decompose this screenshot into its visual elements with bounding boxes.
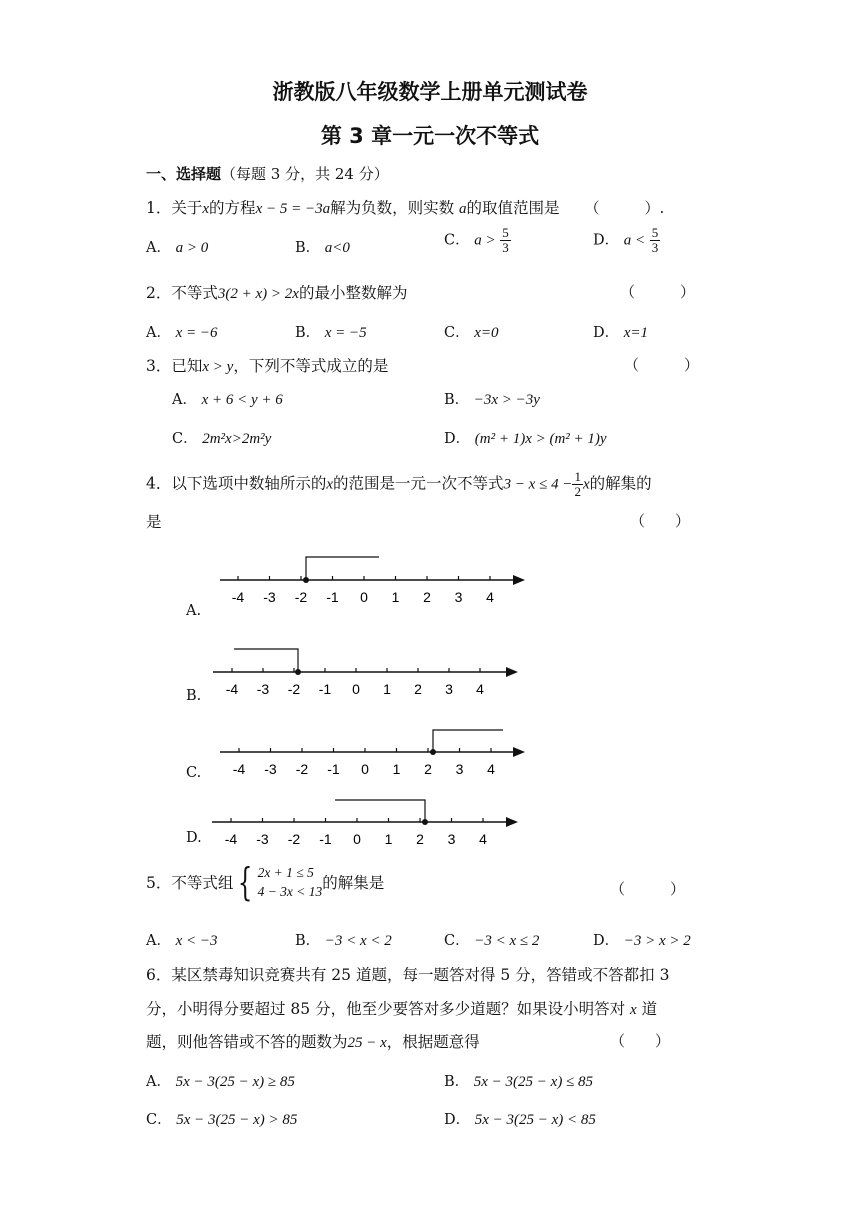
tick-label: -1: [327, 761, 340, 777]
tick-label: 1: [384, 831, 393, 847]
tick-label: -3: [263, 589, 276, 605]
tick-label: -2: [287, 681, 301, 697]
fraction: [650, 226, 661, 255]
option-math: x = −6: [175, 325, 218, 341]
tick-label: 0: [352, 681, 360, 697]
solution-bracket: [433, 730, 503, 752]
tick-label: -1: [318, 681, 332, 697]
tick-label: 3: [445, 681, 453, 697]
q2-answer-paren: （ ）: [620, 283, 696, 301]
tick-label: -3: [264, 761, 277, 777]
option-math: 5x − 3(25 − x) > 85: [176, 1112, 298, 1128]
option-math: a >: [474, 232, 496, 249]
q3-condition: x > y: [202, 359, 234, 375]
q5-option-d: [593, 929, 691, 950]
solution-bracket: [306, 557, 379, 580]
q3-option-d: [444, 427, 607, 448]
tick-label: 3: [447, 831, 456, 847]
option-math: −3 > x > 2: [623, 933, 691, 949]
tick-label: 0: [361, 761, 369, 777]
chapter-title: 第 3 章一元一次不等式: [320, 124, 540, 148]
solid-endpoint: [422, 819, 428, 825]
number-line-d: [175, 792, 535, 864]
q5-option-a: [146, 929, 218, 950]
system-row-2: 4 − 3x < 13: [257, 884, 323, 899]
tick-label: 4: [479, 831, 487, 847]
q3-option-c: [172, 427, 271, 448]
option-label: B．: [444, 392, 470, 408]
q4-label-d: D.: [186, 830, 202, 846]
section-note: （每题 3 分，共 24 分）: [221, 165, 389, 183]
tick-label: -3: [256, 831, 269, 847]
q1-text-d: 的取值范围是: [466, 199, 560, 217]
number-line-a: [175, 548, 535, 620]
tick-label: -4: [225, 681, 239, 697]
numerator: 5: [651, 225, 659, 240]
q1-text-c: 解为负数，则实数: [330, 199, 455, 217]
q5-option-c: [444, 929, 539, 950]
q6-var: x: [630, 1002, 637, 1018]
q4-text-c: 的解集的: [589, 474, 652, 493]
q4-line-2: 是: [146, 513, 162, 531]
option-math: a<0: [324, 240, 350, 256]
tick-label: 3: [454, 589, 463, 605]
option-math: x=0: [474, 325, 499, 341]
section-heading: [146, 163, 389, 184]
question-4: [146, 470, 652, 499]
tick-label: 0: [353, 831, 361, 847]
q6-expression: 25 − x: [347, 1035, 387, 1051]
option-label: C．: [146, 1112, 172, 1128]
denominator: 3: [651, 240, 659, 255]
option-label: A．: [146, 240, 171, 256]
q1-var-a: a: [459, 201, 467, 217]
q6-line-1: 6．某区禁毒知识竞赛共有 25 道题，每一题答对得 5 分，答错或不答都扣 3: [146, 966, 670, 984]
q4-text: 4．以下选项中数轴所示的: [146, 474, 327, 493]
number-line-b: [175, 640, 535, 712]
option-math: (m² + 1)x > (m² + 1)y: [474, 431, 607, 447]
q4-var: x: [326, 476, 334, 493]
q5-option-b: [295, 929, 392, 950]
tick-label: 2: [424, 761, 432, 777]
option-math: −3 < x < 2: [324, 933, 392, 949]
tick-label: -2: [287, 831, 301, 847]
option-label: B．: [295, 933, 321, 949]
q1-equation: x − 5 = −3a: [255, 201, 331, 217]
q6-answer-paren: （ ）: [610, 1032, 671, 1050]
q6-option-c: [146, 1108, 297, 1129]
tick-label: 1: [392, 761, 401, 777]
option-math: x + 6 < y + 6: [201, 392, 283, 408]
solution-bracket: [335, 800, 425, 822]
option-math: a <: [623, 232, 646, 249]
question-2: [146, 281, 407, 303]
q1-option-d: [593, 226, 660, 255]
option-math: −3x > −3y: [473, 392, 540, 408]
q4-label-b: B.: [186, 688, 202, 704]
tick-label: 4: [486, 589, 494, 605]
tick-label: -2: [295, 761, 309, 777]
option-math: 5x − 3(25 − x) < 85: [474, 1112, 596, 1128]
q6-option-b: [444, 1070, 593, 1091]
option-label: C．: [444, 232, 470, 249]
option-label: A．: [146, 1074, 171, 1090]
tick-label: -1: [319, 831, 332, 847]
tick-label: -3: [256, 681, 270, 697]
system-row-1: 2x + 1 ≤ 5: [257, 865, 314, 880]
option-label: D．: [593, 325, 620, 341]
q2-text: 2．不等式: [146, 284, 218, 302]
option-math: 2m²x>2m²y: [202, 431, 272, 447]
q6-line-3-text: 题，则他答错或不答的题数为: [146, 1033, 348, 1051]
option-label: A．: [146, 933, 171, 949]
inequality-system: [258, 863, 323, 901]
q5-text: 5．不等式组: [146, 874, 234, 892]
tick-label: -2: [294, 589, 308, 605]
numerator: 1: [574, 469, 581, 484]
question-1: [146, 196, 664, 218]
q6-line-2-text: 分，小明得分要超过 85 分，他至少要答对多少道题？如果设小明答对: [146, 1000, 626, 1018]
axis-arrow: [513, 575, 525, 585]
q3-answer-paren: （ ）: [624, 356, 700, 374]
tick-label: 2: [416, 831, 424, 847]
axis-arrow: [506, 817, 518, 827]
option-label: A．: [172, 392, 197, 408]
q3-text-b: ，下列不等式成立的是: [233, 357, 389, 375]
option-label: D．: [444, 431, 471, 447]
option-math: x = −5: [324, 325, 367, 341]
option-label: B．: [444, 1074, 470, 1090]
q5-answer-paren: （ ）: [610, 880, 686, 898]
q1-text-a: 1．关于: [146, 199, 203, 217]
denominator: 3: [502, 240, 509, 255]
q4-label-c: C.: [186, 765, 202, 781]
solid-endpoint: [303, 577, 309, 583]
option-math: −3 < x ≤ 2: [474, 933, 540, 949]
q6-line-3: [146, 1030, 480, 1052]
option-math: 5x − 3(25 − x) ≥ 85: [175, 1074, 295, 1090]
q2-inequality: 3(2 + x) > 2x: [217, 286, 299, 302]
tick-label: -4: [231, 589, 245, 605]
q3-option-b: [444, 388, 540, 409]
option-math: 5x − 3(25 − x) ≤ 85: [473, 1074, 594, 1090]
denominator: 2: [574, 484, 581, 499]
option-math: x=1: [623, 325, 649, 341]
page-title: 浙教版八年级数学上册单元测试卷: [272, 80, 588, 104]
option-math: a > 0: [175, 240, 209, 256]
q6-line-2-end: 道: [641, 1000, 658, 1018]
fraction: [572, 470, 583, 499]
axis-arrow: [506, 667, 518, 677]
q6-line-3-end: ，根据题意得: [386, 1033, 480, 1051]
q1-option-b: [295, 236, 350, 257]
numerator: 5: [502, 225, 509, 240]
tick-label: 4: [487, 761, 495, 777]
option-label: C．: [444, 325, 470, 341]
option-label: D．: [593, 933, 620, 949]
option-label: C．: [172, 431, 198, 447]
option-label: B．: [295, 325, 321, 341]
tick-label: 1: [383, 681, 391, 697]
q4-answer-paren: （ ）: [630, 512, 691, 530]
q1-option-a: [146, 236, 208, 257]
number-line-c: [175, 722, 535, 794]
tick-label: -1: [326, 589, 339, 605]
fraction: [500, 226, 511, 255]
q2-option-a: [146, 321, 218, 342]
question-5: [146, 860, 385, 904]
tick-label: 2: [414, 681, 422, 697]
q2-option-c: [444, 321, 499, 342]
axis-arrow: [513, 747, 525, 757]
q6-option-d: [444, 1108, 596, 1129]
q2-option-b: [295, 321, 367, 342]
q6-line-2: [146, 997, 657, 1019]
tick-label: 4: [476, 681, 484, 697]
q1-text-b: 的方程: [209, 199, 256, 217]
q2-text-b: 的最小整数解为: [298, 284, 408, 302]
q1-option-c: [444, 226, 511, 255]
option-label: A．: [146, 325, 171, 341]
option-math: x < −3: [175, 933, 218, 949]
q1-answer-paren: （ ）.: [584, 199, 665, 217]
tick-label: -4: [224, 831, 238, 847]
section-heading-text: 一、选择题: [146, 165, 222, 183]
option-label: C．: [444, 933, 470, 949]
solid-endpoint: [430, 749, 436, 755]
option-label: D．: [593, 232, 620, 249]
q6-option-a: [146, 1070, 295, 1091]
solid-endpoint: [295, 669, 301, 675]
q3-option-a: [172, 388, 283, 409]
q4-label-a: A.: [186, 603, 202, 619]
question-3: [146, 354, 388, 376]
q4-inequality-b: x: [582, 476, 590, 493]
solution-bracket: [234, 649, 298, 672]
tick-label: -4: [232, 761, 246, 777]
tick-label: 2: [423, 589, 431, 605]
q4-text-b: 的范围是一元一次不等式: [333, 474, 504, 493]
tick-label: 1: [391, 589, 400, 605]
tick-label: 0: [360, 589, 368, 605]
tick-label: 3: [455, 761, 464, 777]
q1-var-x: x: [202, 201, 210, 217]
option-label: B．: [295, 240, 321, 256]
brace-symbol: {: [238, 860, 253, 904]
q5-text-b: 的解集是: [322, 874, 385, 892]
q2-option-d: [593, 321, 648, 342]
option-label: D．: [444, 1112, 471, 1128]
q4-inequality-a: 3 − x ≤ 4 −: [503, 476, 573, 493]
q3-text: 3．已知: [146, 357, 203, 375]
